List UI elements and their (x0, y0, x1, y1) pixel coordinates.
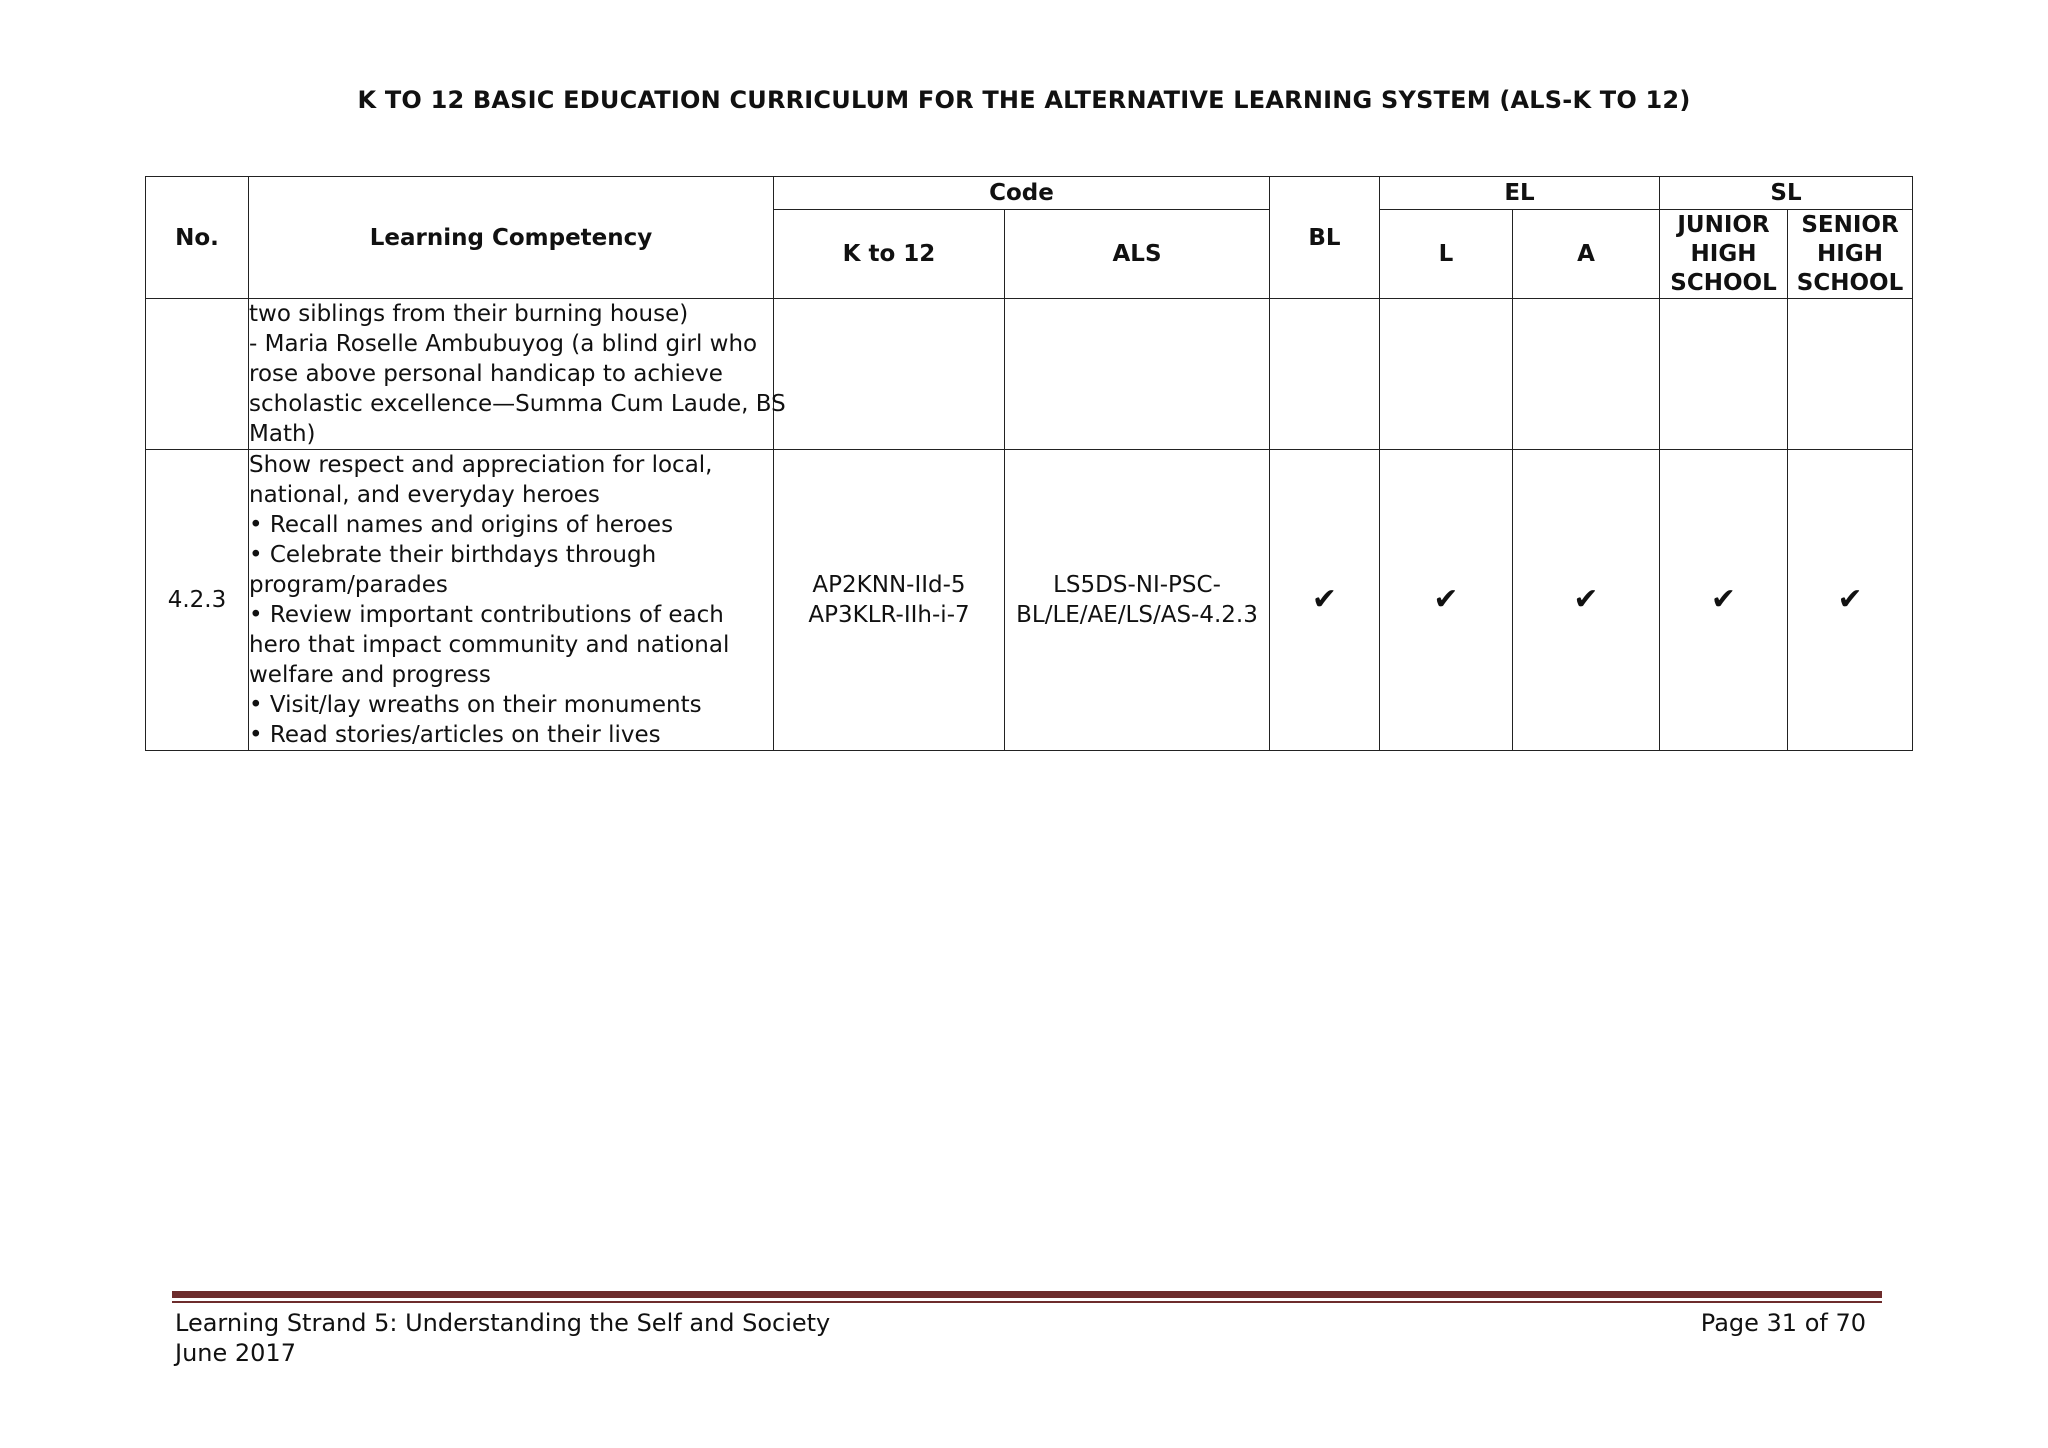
header-sl-senior-line: SENIOR (1801, 211, 1899, 238)
cell-als-code (1005, 450, 1270, 751)
header-no: No. (146, 177, 249, 299)
header-el-a: A (1513, 210, 1660, 299)
cell-k-to-12-code (774, 450, 1005, 751)
header-el-l: L (1380, 210, 1513, 299)
header-el: EL (1380, 177, 1660, 210)
header-code: Code (774, 177, 1270, 210)
header-bl: BL (1270, 177, 1380, 299)
table-row (146, 450, 1913, 751)
header-k-to-12: K to 12 (774, 210, 1005, 299)
cell-als-code (1005, 299, 1270, 450)
als-code-line: LS5DS-NI-PSC- (1053, 572, 1221, 598)
cell-bl (1270, 299, 1380, 450)
competency-line: two siblings from their burning house) (249, 301, 689, 327)
cell-bl-check: ✔ (1270, 450, 1380, 751)
competency-line: • Celebrate their birthdays through (249, 542, 657, 568)
header-row-1 (146, 177, 1913, 210)
k-to-12-code-line: AP2KNN-IId-5 (812, 572, 966, 598)
cell-el-l (1380, 299, 1513, 450)
footer-divider-thin (172, 1301, 1882, 1303)
competency-line: hero that impact community and national (249, 632, 730, 658)
footer-divider (172, 1291, 1882, 1303)
header-sl-junior-line: JUNIOR (1677, 211, 1770, 238)
cell-el-a (1513, 299, 1660, 450)
header-sl-junior-line: SCHOOL (1670, 269, 1777, 296)
footer-date: June 2017 (175, 1339, 296, 1367)
cell-sl-junior-check: ✔ (1660, 450, 1788, 751)
cell-competency (249, 450, 774, 751)
cell-el-l-check: ✔ (1380, 450, 1513, 751)
footer-divider-thick (172, 1291, 1882, 1298)
document-title: K TO 12 BASIC EDUCATION CURRICULUM FOR THE ALTERNATIVE LEARNING SYSTEM (ALS-K TO 12) (357, 86, 1691, 114)
competency-line: • Recall names and origins of heroes (249, 512, 674, 538)
footer-left (175, 1308, 830, 1368)
header-sl-senior (1788, 210, 1913, 299)
competency-line: national, and everyday heroes (249, 482, 600, 508)
footer-strand: Learning Strand 5: Understanding the Self and Society (175, 1309, 831, 1337)
header-sl: SL (1660, 177, 1913, 210)
header-als: ALS (1005, 210, 1270, 299)
cell-no: 4.2.3 (146, 450, 249, 751)
k-to-12-code-line: AP3KLR-IIh-i-7 (808, 602, 970, 628)
curriculum-table (145, 176, 1913, 751)
cell-no (146, 299, 249, 450)
cell-sl-senior (1788, 299, 1913, 450)
competency-line: Math) (249, 421, 316, 447)
competency-line: welfare and progress (249, 662, 491, 688)
competency-line: • Visit/lay wreaths on their monuments (249, 692, 702, 718)
competency-line: program/parades (249, 572, 448, 598)
competency-line: • Review important contributions of each (249, 602, 724, 628)
als-code-line: BL/LE/AE/LS/AS-4.2.3 (1016, 602, 1258, 628)
cell-k-to-12-code (774, 299, 1005, 450)
table-row (146, 299, 1913, 450)
header-learning-competency: Learning Competency (249, 177, 774, 299)
competency-line: rose above personal handicap to achieve (249, 361, 723, 387)
competency-line: • Read stories/articles on their lives (249, 722, 661, 748)
cell-el-a-check: ✔ (1513, 450, 1660, 751)
competency-line: Show respect and appreciation for local, (249, 452, 713, 478)
header-sl-senior-line: HIGH (1817, 240, 1883, 267)
header-sl-junior (1660, 210, 1788, 299)
header-sl-senior-line: SCHOOL (1796, 269, 1904, 296)
footer-page-number: Page 31 of 70 (1700, 1309, 1866, 1337)
competency-line: scholastic excellence—Summa Cum Laude, BS (249, 391, 786, 417)
cell-sl-senior-check: ✔ (1788, 450, 1913, 751)
header-sl-junior-line: HIGH (1690, 240, 1757, 267)
cell-competency (249, 299, 786, 450)
cell-sl-junior (1660, 299, 1788, 450)
competency-line: - Maria Roselle Ambubuyog (a blind girl who (249, 331, 758, 357)
